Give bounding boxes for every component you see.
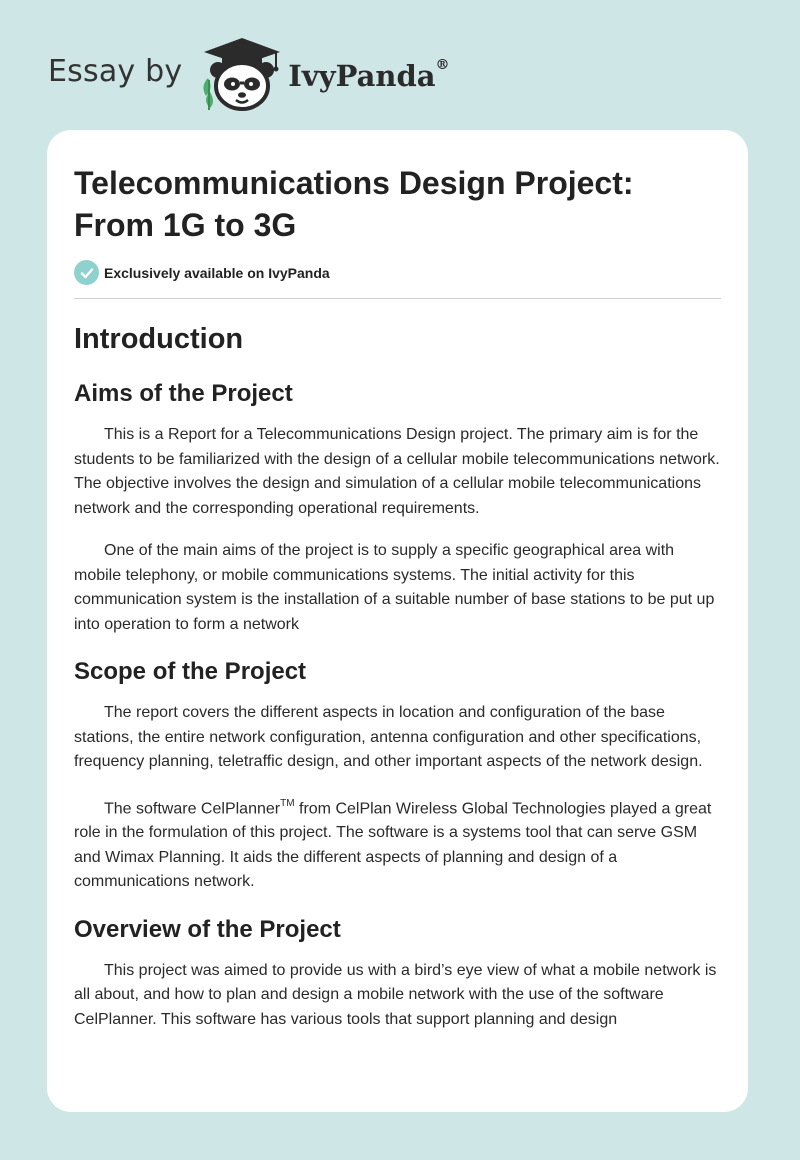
heading-scope: Scope of the Project (74, 658, 307, 685)
exclusive-label: Exclusively available on IvyPanda (104, 264, 330, 281)
paragraph-scope-1: The report covers the different aspects in location and configuration of the base stations, the entire network configuration, antenna configuration and other specifications, frequency planning, teletraffic design, and other important aspects of the network design. (74, 704, 703, 770)
paragraph-scope-2: The software CelPlanner™ from CelPlan Wireless Global Technologies played a great role in the formulation of this project. The software is a systems tool that can serve GSM and Wimax Planning. It aids the different aspects of planning and design of a communications network. (74, 797, 712, 891)
title-divider (74, 298, 721, 299)
brand-name: IvyPanda® (288, 57, 450, 93)
essay-card (47, 130, 748, 1112)
heading-aims: Aims of the Project (74, 380, 293, 407)
heading-overview: Overview of the Project (74, 915, 341, 943)
brand-header[interactable] (48, 34, 450, 114)
heading-introduction: Introduction (74, 323, 244, 355)
page-title: Telecommunications Design Project: From 1G to 3G (74, 165, 634, 243)
paragraph-overview-1: This project was aimed to provide us with a bird’s eye view of what a mobile network is all about, and how to plan and design a mobile network with the use of the software CelPlanner. This software has various tools that support planning and design (74, 961, 717, 1028)
check-circle-icon (74, 260, 99, 285)
brand-prefix: Essay by (48, 53, 183, 89)
exclusive-badge (74, 260, 721, 285)
paragraph-aims-1: This is a Report for a Telecommunications Design project. The primary aim is for the students to be familiarized with the design of a cellular mobile telecommunications network. The objective involves the design and simulation of a cellular mobile telecommunications network and the corresponding operational requirements. (74, 426, 720, 517)
paragraph-aims-2: One of the main aims of the project is to supply a specific geographical area with mobile telephony, or mobile communications systems. The initial activity for this communication system is the installation of a suitable number of base stations to be put up into operation to form a network (74, 542, 715, 633)
panda-graduate-icon (198, 34, 282, 114)
